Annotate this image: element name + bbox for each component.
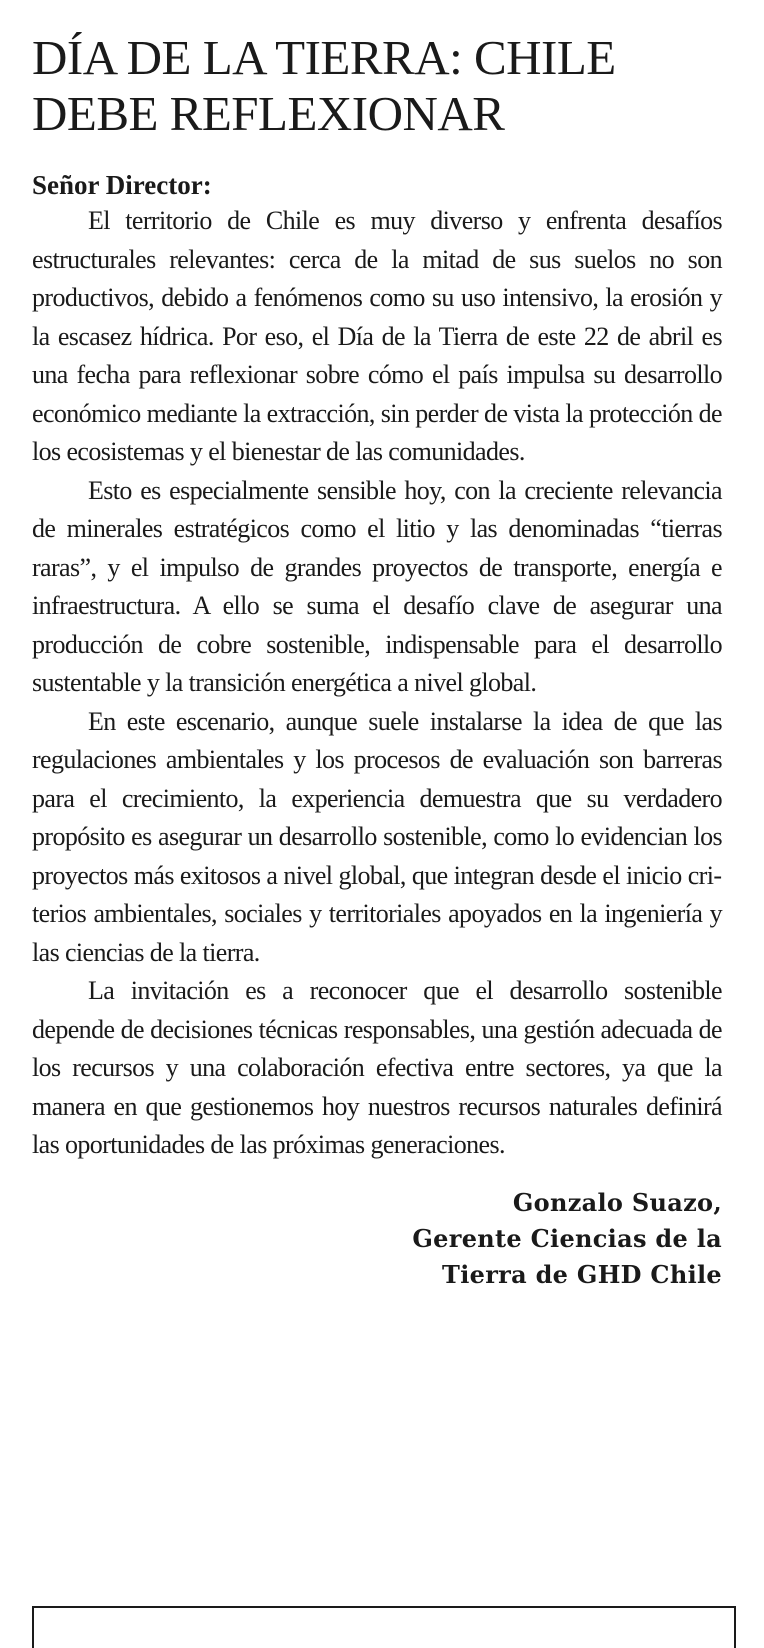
salutation: Señor Director: bbox=[32, 170, 212, 200]
signature-role-line-1: Gerente Ciencias de la bbox=[412, 1223, 722, 1253]
signature-role-line-2: Tierra de GHD Chile bbox=[442, 1259, 722, 1289]
paragraph-2: Esto es especialmente sensible hoy, con la creciente relevancia de minerales estratégicos como el litio y las denominadas “tierras raras”, y el impulso de grandes proyectos de transporte, energía e infraestructura. A ello se suma el desafío clave de asegurar una producción de cobre sostenible, indispensable para el desarrollo sustentable y la transición energética a nivel global. bbox=[32, 475, 722, 697]
paragraph-1: El territorio de Chile es muy diverso y enfrenta desafíos estructurales relevantes: cerca de la mitad de sus suelos no son productivos, debido a fenómenos como su uso intensivo, la erosión y la escasez hídrica. Por eso, el Día de la Tierra de este 22 de abril es una fecha para reflexionar sobre cómo el país impulsa su desarrollo económico mediante la extracción, sin perder de vista la protección de los ecosistemas y el bienestar de las comunidades. bbox=[32, 206, 722, 466]
article-title: DÍA DE LA TIERRA: CHILE DEBE REFLEXIONAR bbox=[32, 30, 616, 141]
signature-block bbox=[32, 1185, 722, 1293]
letter-article bbox=[32, 0, 722, 1293]
signature-name: Gonzalo Suazo, bbox=[512, 1187, 722, 1217]
paragraph-4: La invitación es a reconocer que el desarrollo sostenible depende de decisiones técnicas responsables, una gestión adecuada de los recursos y una colaboración efectiva entre sectores, ya que la manera en que gestionemos hoy nuestros recursos naturales definirá las oportunidades de las próximas generaciones. bbox=[32, 976, 722, 1159]
letter-body bbox=[32, 202, 722, 1165]
next-article-frame bbox=[32, 1606, 736, 1648]
paragraph-3: En este escenario, aunque suele instalarse la idea de que las regulaciones ambientales y los procesos de evaluación son barreras para el crecimiento, la experiencia demuestra que su verdadero propósito es asegurar un desarrollo sostenible, como lo evidencian los proyectos más exitosos a nivel global, que integran desde el inicio criterios ambientales, sociales y territoriales apoyados en la ingeniería y las ciencias de la tierra. bbox=[32, 706, 722, 967]
